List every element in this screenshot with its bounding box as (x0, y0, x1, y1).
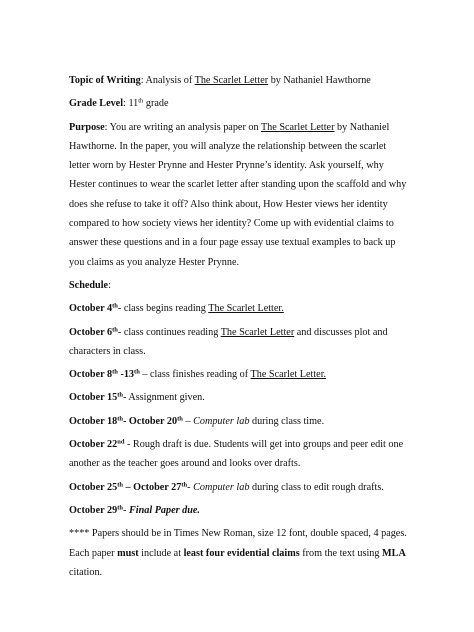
schedule-item: October 18th- October 20th – Computer lab during class time. (69, 415, 325, 427)
topic-label: Topic of Writing (69, 75, 141, 86)
schedule-heading: Schedule: (69, 279, 111, 291)
final-paper-due: Final Paper due. (128, 504, 200, 516)
assignment-sheet (69, 71, 409, 582)
book-title: The Scarlet Letter. (208, 303, 284, 315)
schedule-item: October 8th -13th – class finishes reading of The Scarlet Letter. (69, 368, 327, 381)
purpose-paragraph: Purpose: You are writing an analysis paper on The Scarlet Letter by Nathaniel Hawthorne. In the paper, you will analyze the relationship between the scarlet letter worn by Hester Prynne and Hester Prynne’s identity. Ask yourself, why Hester continues to wear the scarlet letter after standing upon the scaffold and why does she refuse to take it off? Also think about, How Hester views her identity compared to how society views her identity? Come up with evidential claims to answer these questions and in a four page essay use textual examples to back up you claims as you analyze Hester Prynne. (69, 121, 407, 268)
grade-label: Grade Level (69, 98, 124, 110)
book-title: The Scarlet Letter (260, 121, 335, 133)
schedule-item: October 15th- Assignment given. (69, 391, 205, 404)
schedule-item: October 22nd - Rough draft is due. Students will get into groups and peer edit one another as the teacher goes around and looks over drafts. (69, 438, 404, 470)
purpose-label: Purpose (69, 121, 105, 133)
topic-line: Topic of Writing: Analysis of The Scarlet Letter by Nathaniel Hawthorne (69, 75, 371, 86)
book-title: The Scarlet Letter (194, 75, 269, 86)
book-title: The Scarlet Letter. (250, 369, 327, 381)
schedule-item: October 6th- class continues reading The Scarlet Letter and discusses plot and characters in class. (69, 326, 388, 357)
schedule-item: October 25th – October 27th- Computer lab during class to edit rough drafts. (69, 481, 384, 493)
requirements-note: **** Papers should be in Times New Roman, size 12 font, double spaced, 4 pages. Each paper must include at least four evidential claims from the text using MLA citation. (69, 528, 407, 578)
book-title: The Scarlet Letter (220, 326, 295, 338)
schedule-item: October 29th- Final Paper due. (69, 504, 200, 516)
schedule-item: October 4th- class begins reading The Scarlet Letter. (69, 302, 284, 315)
grade-line: Grade Level: 11th grade (69, 97, 169, 110)
